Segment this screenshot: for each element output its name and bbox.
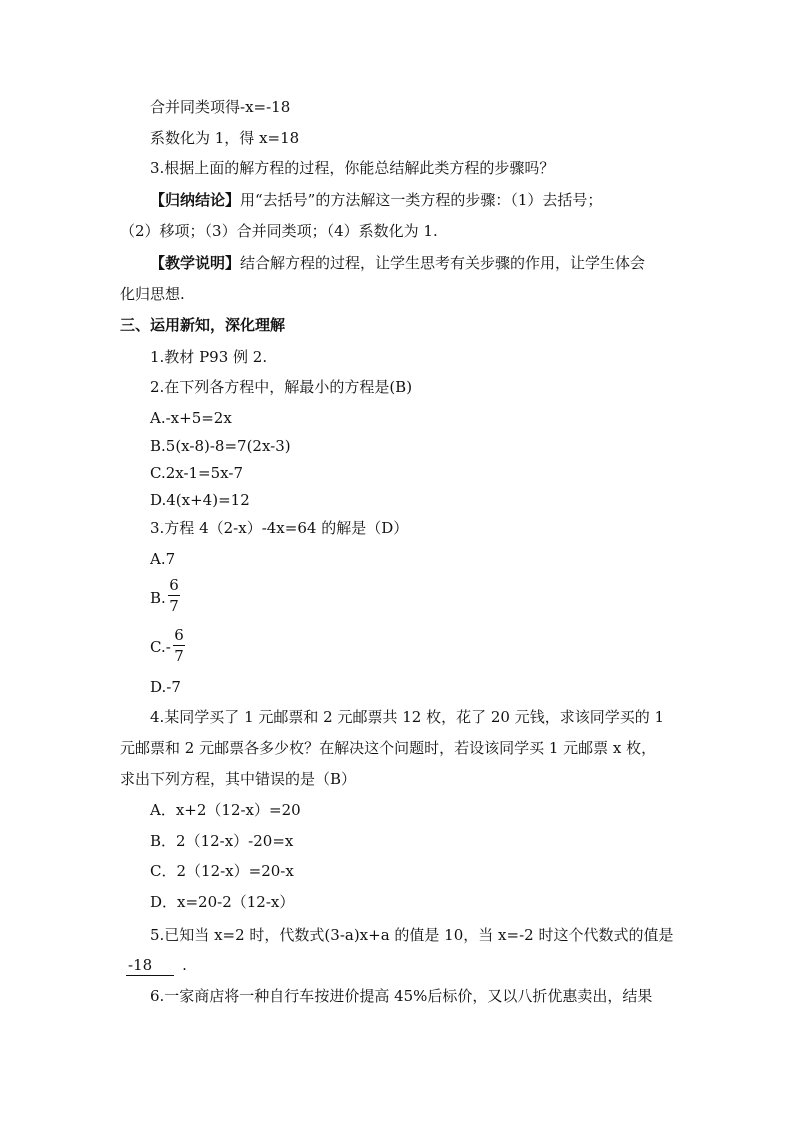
question-3: 3.方程 4（2-x）-4x=64 的解是（D） bbox=[150, 519, 409, 537]
q3-option-b-label: B. bbox=[150, 589, 166, 607]
question-5-line-2 bbox=[126, 955, 187, 976]
q3-option-d: D.-7 bbox=[150, 678, 181, 696]
q3-option-a: A.7 bbox=[150, 550, 176, 568]
q2-option-b: B.5(x-8)-8=7(2x-3) bbox=[150, 437, 291, 455]
fraction-numerator: 6 bbox=[174, 626, 184, 644]
q2-option-c: C.2x-1=5x-7 bbox=[150, 464, 243, 482]
q4-option-c: C．2（12-x）=20-x bbox=[150, 862, 294, 880]
question-4-line-1: 4.某同学买了 1 元邮票和 2 元邮票共 12 枚，花了 20 元钱，求该同学买的 1 bbox=[150, 708, 665, 726]
line-conclusion bbox=[150, 190, 602, 210]
line-coefficient: 系数化为 1，得 x=18 bbox=[150, 129, 300, 147]
line-combine-like-terms: 合并同类项得-x=-18 bbox=[150, 98, 291, 116]
q2-option-a: A.-x+5=2x bbox=[150, 409, 232, 427]
q2-option-d: D.4(x+4)=12 bbox=[150, 491, 250, 509]
answer-blank: -18 bbox=[126, 955, 174, 976]
fraction-bar bbox=[173, 645, 185, 646]
section-heading-3: 三、运用新知，深化理解 bbox=[120, 316, 286, 334]
question-6-line-1: 6.一家商店将一种自行车按进价提高 45%后标价，又以八折优惠卖出，结果 bbox=[150, 987, 653, 1005]
q4-option-b: B．2（12-x）-20=x bbox=[150, 832, 294, 850]
conclusion-label: 【归纳结论】 bbox=[150, 191, 241, 209]
fraction-numerator: 6 bbox=[169, 576, 179, 594]
fraction-bar bbox=[168, 595, 180, 596]
answer-period: . bbox=[182, 956, 187, 974]
conclusion-text: 用“去括号”的方法解这一类方程的步骤：（1）去括号； bbox=[240, 191, 603, 209]
line-question-3: 3.根据上面的解方程的过程，你能总结解此类方程的步骤吗？ bbox=[150, 159, 555, 177]
q3-option-c-fraction bbox=[173, 626, 185, 665]
q4-option-d: D．x=20-2（12-x） bbox=[150, 893, 295, 911]
question-4-line-3: 求出下列方程，其中错误的是（B） bbox=[120, 770, 357, 788]
teaching-note-text: 结合解方程的过程，让学生思考有关步骤的作用，让学生体会 bbox=[240, 254, 646, 272]
q4-option-a: A．x+2（12-x）=20 bbox=[150, 801, 301, 819]
question-1: 1.教材 P93 例 2. bbox=[150, 348, 268, 366]
line-steps: （2）移项；（3）合并同类项；（4）系数化为 1. bbox=[120, 222, 438, 240]
q3-option-c-label: C.- bbox=[150, 638, 171, 656]
fraction-denominator: 7 bbox=[174, 647, 184, 665]
question-5-line-1: 5.已知当 x=2 时，代数式(3-a)x+a 的值是 10，当 x=-2 时这个代数式的值是 bbox=[150, 926, 674, 944]
q3-option-b-fraction bbox=[168, 576, 180, 615]
line-teaching-note-cont: 化归思想. bbox=[120, 285, 185, 303]
fraction-denominator: 7 bbox=[169, 597, 179, 615]
line-teaching-note bbox=[150, 253, 645, 273]
question-2: 2.在下列各方程中，解最小的方程是(B) bbox=[150, 378, 413, 396]
teaching-note-label: 【教学说明】 bbox=[150, 254, 241, 272]
question-4-line-2: 元邮票和 2 元邮票各多少枚？在解决这个问题时，若设该同学买 1 元邮票 x 枚， bbox=[120, 739, 657, 757]
